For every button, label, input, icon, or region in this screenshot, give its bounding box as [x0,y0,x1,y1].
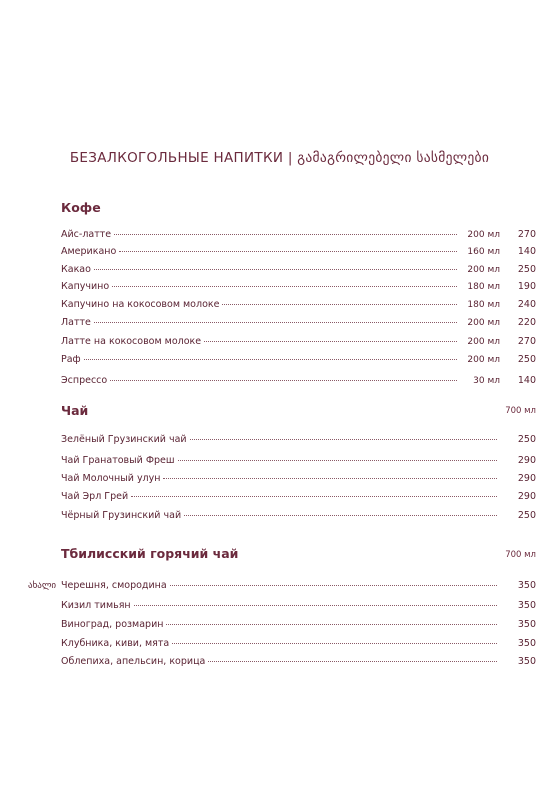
item-name: Чай Эрл Грей [61,491,129,502]
leader-dots [184,515,497,516]
item-name: Какао [61,264,91,275]
menu-row [61,375,536,389]
leader-dots [222,304,457,305]
leader-dots [119,251,457,252]
item-price: 190 [517,281,536,292]
page-title: БЕЗАЛКОГОЛЬНЫЕ НАПИТКИ | გამაგრილებელი სასმელები [69,150,490,166]
menu-row [61,246,536,260]
item-name: Айс-латте [61,229,112,240]
item-price: 350 [517,638,536,649]
item-name: Черешня, смородина [61,580,167,591]
item-volume: 200 мл [467,337,500,347]
menu-row [61,491,536,505]
item-price: 250 [517,264,536,275]
menu-row [61,264,536,278]
item-name: Латте на кокосовом молоке [61,336,202,347]
menu-row [61,619,536,633]
item-volume: 30 мл [473,376,500,386]
menu-row [61,455,536,469]
section-heading-tbilisi: Тбилисский горячий чай [61,546,239,561]
item-price: 140 [517,246,536,257]
menu-row [61,434,536,448]
item-volume: 200 мл [467,265,500,275]
leader-dots [84,359,457,360]
item-price: 350 [517,580,536,591]
item-price: 220 [517,317,536,328]
leader-dots [204,341,457,342]
item-price: 290 [517,455,536,466]
menu-row [61,638,536,652]
item-price: 250 [517,510,536,521]
item-name: Капучино [61,281,110,292]
item-name: Чёрный Грузинский чай [61,510,182,521]
menu-row [61,600,536,614]
item-name: Облепиха, апельсин, корица [61,656,206,667]
leader-dots [114,234,457,235]
item-name: Капучино на кокосовом молоке [61,299,220,310]
menu-row [61,317,536,331]
item-price: 350 [517,600,536,611]
item-price: 270 [517,229,536,240]
leader-dots [134,605,497,606]
menu-row [61,229,536,243]
leader-dots [112,286,457,287]
item-name: Чай Молочный улун [61,473,161,484]
leader-dots [172,643,497,644]
section-volume-tbilisi: 700 мл [505,550,536,560]
item-volume: 180 мл [467,300,500,310]
leader-dots [94,322,457,323]
item-name: Зелёный Грузинский чай [61,434,187,445]
menu-row [61,336,536,350]
item-price: 290 [517,491,536,502]
item-price: 240 [517,299,536,310]
leader-dots [94,269,457,270]
leader-dots [163,478,497,479]
menu-row [61,281,536,295]
new-tag: ახალი [28,581,57,591]
item-price: 290 [517,473,536,484]
menu-row [61,473,536,487]
leader-dots [208,661,497,662]
item-name: Американо [61,246,117,257]
menu-row [61,580,536,594]
item-price: 250 [517,354,536,365]
item-price: 270 [517,336,536,347]
menu-row [61,510,536,524]
item-volume: 160 мл [467,247,500,257]
item-volume: 200 мл [467,318,500,328]
leader-dots [166,624,497,625]
item-volume: 180 мл [467,282,500,292]
item-name: Раф [61,354,81,365]
item-name: Латте [61,317,91,328]
menu-row [61,656,536,670]
item-name: Чай Гранатовый Фреш [61,455,175,466]
item-volume: 200 мл [467,355,500,365]
section-heading-coffee: Кофе [61,200,101,215]
menu-row [61,299,536,313]
item-price: 140 [517,375,536,386]
leader-dots [190,439,497,440]
item-name: Клубника, киви, мята [61,638,170,649]
item-name: Кизил тимьян [61,600,131,611]
item-price: 350 [517,619,536,630]
menu-row [61,354,536,368]
section-heading-tea: Чай [61,403,89,418]
item-name: Эспрессо [61,375,108,386]
item-price: 250 [517,434,536,445]
item-volume: 200 мл [467,230,500,240]
leader-dots [170,585,497,586]
leader-dots [131,496,497,497]
item-price: 350 [517,656,536,667]
item-name: Виноград, розмарин [61,619,164,630]
section-volume-tea: 700 мл [505,406,536,416]
leader-dots [178,460,497,461]
leader-dots [110,380,457,381]
